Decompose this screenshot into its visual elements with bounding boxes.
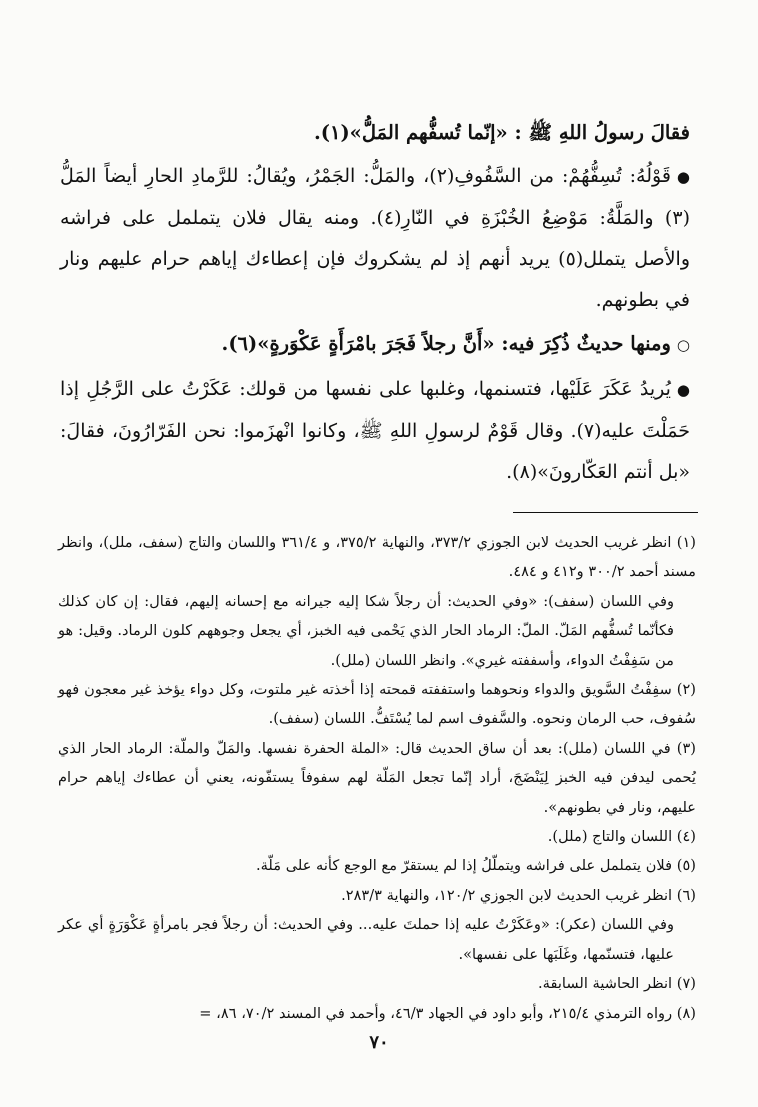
footnote: (٦) انظر غريب الحديث لابن الجوزي ١٢٠/٢، والنهاية ٢٨٣/٣. — [341, 886, 696, 904]
footnote: (٨) رواه الترمذي ٢١٥/٤، وأبو داود في الجهاد ٤٦/٣، وأحمد في المسند ٧٠/٢، ٨٦، = — [199, 1004, 696, 1022]
filled-bullet-icon: ● — [676, 168, 690, 186]
hollow-bullet-icon: ○ — [676, 336, 690, 354]
paragraph-text: فقالَ رسولُ اللهِ ﷺ : «إنّما تُسفُّهم المَلُّ»(١). — [313, 121, 690, 144]
footnote: (١) انظر غريب الحديث لابن الجوزي ٣٧٣/٢، والنهاية ٣٧٥/٢، و ٣٦١/٤ واللسان والتاج (سفف، ملل)، وانظر مسند أحمد ٣٠٠/٢ و٤١٢ و ٤٨٤. — [58, 534, 696, 581]
hadith-quote-paragraph — [60, 323, 690, 366]
footnote: (٣) في اللسان (ملل): بعد أن ساق الحديث قال: «الملة الحفرة نفسها. والمَلّ والملّة: الرماد الحار الذي يُحمى ليدفن فيه الخبز لِيَنْضَجَ، أراد إنّما تجعل المَلّة لهم سفوفاً يستفّونه، يعني أن عطاءك إياهم حرام عليهم، ونار في بطونهم». — [58, 739, 696, 816]
paragraph-text: ومنها حديثٌ ذُكِرَ فيه: «أَنَّ رجلاً فَجَرَ بامْرَأَةٍ عَكْوَرةٍ»(٦). — [221, 332, 671, 355]
footnote-divider — [513, 512, 698, 513]
explanation-paragraph — [60, 369, 690, 493]
footnote-continuation: وفي اللسان (عكر): «وعَكَرْتُ عليه إذا حملتَ عليه... وفي الحديث: أن رجلاً فجر بامرأةٍ عَكْوَرَةٍ أي عكر عليها، فتسنّمها، وغَلَبَها على نفسها». — [58, 916, 674, 963]
footnote: (٢) سفِفْتُ السَّويق والدواء ونحوهما واستففته قمحته إذا أخذته غير ملتوت، وكل دواء يؤخذ غير معجون فهو سُفوف، حب الرمان ونحوه. والسَّفوف اسم لما يُسْتَفُّ. اللسان (سفف). — [58, 681, 696, 728]
paragraph-text: قَوْلُهُ: تُسِفُّهُمْ: من السَّفُوفِ(٢)، والمَلُّ: الجَمْرُ، ويُقالُ: للرَّمادِ الحارِ أيضاً المَلُّ (٣) والمَلَّةُ: مَوْضِعُ الخُبْزَةِ في النّارِ(٤). ومنه يقال فلان يتململ على فراشه والأصل يتملل(٥) يريد أنهم إذ لم يشكروك فإن إعطاءك إياهم حرام عليهم ونار في بطونهم. — [60, 165, 691, 311]
footnote: (٧) انظر الحاشية السابقة. — [538, 975, 696, 993]
footnote: (٤) اللسان والتاج (ملل). — [547, 828, 696, 846]
main-text — [60, 112, 690, 493]
hadith-quote-paragraph — [60, 112, 690, 153]
paragraph-text: يُريدُ عَكَرَ عَلَيْها، فتسنمها، وغلبها على نفسها من قولك: عَكَرْتُ على الرَّجُلِ إذا حَمَلْتَ عليه(٧). وقال قَوْمٌ لرسولِ اللهِ ﷺ، وكانوا انْهزَموا: نحن الفَرّارُونَ، فقالَ: «بل أنتم العَكّارونَ»(٨). — [60, 378, 690, 483]
footnote-continuation: وفي اللسان (سفف): «وفي الحديث: أن رجلاً شكا إليه جيرانه مع إحسانه إليهم، فقال: إن كان كذلك فكأنّما تُسفُّهم المَلّ. الملّ: الرماد الحار الذي يَحْمى فيه الخبز، أي يجعل وجوههم كلون الرماد. وقيل: هو من سَفِفْتُ الدواء، وأسففته غيري». وانظر اللسان (ملل). — [58, 592, 674, 669]
footnote: (٥) فلان يتململ على فراشه ويتملّلُ إذا لم يستقرّ مع الوجع كأنه على مَلّة. — [255, 857, 696, 875]
footnotes-section — [58, 528, 696, 1028]
filled-bullet-icon: ● — [676, 381, 690, 399]
explanation-paragraph — [60, 156, 690, 321]
page-number: ٧٠ — [369, 1032, 389, 1053]
